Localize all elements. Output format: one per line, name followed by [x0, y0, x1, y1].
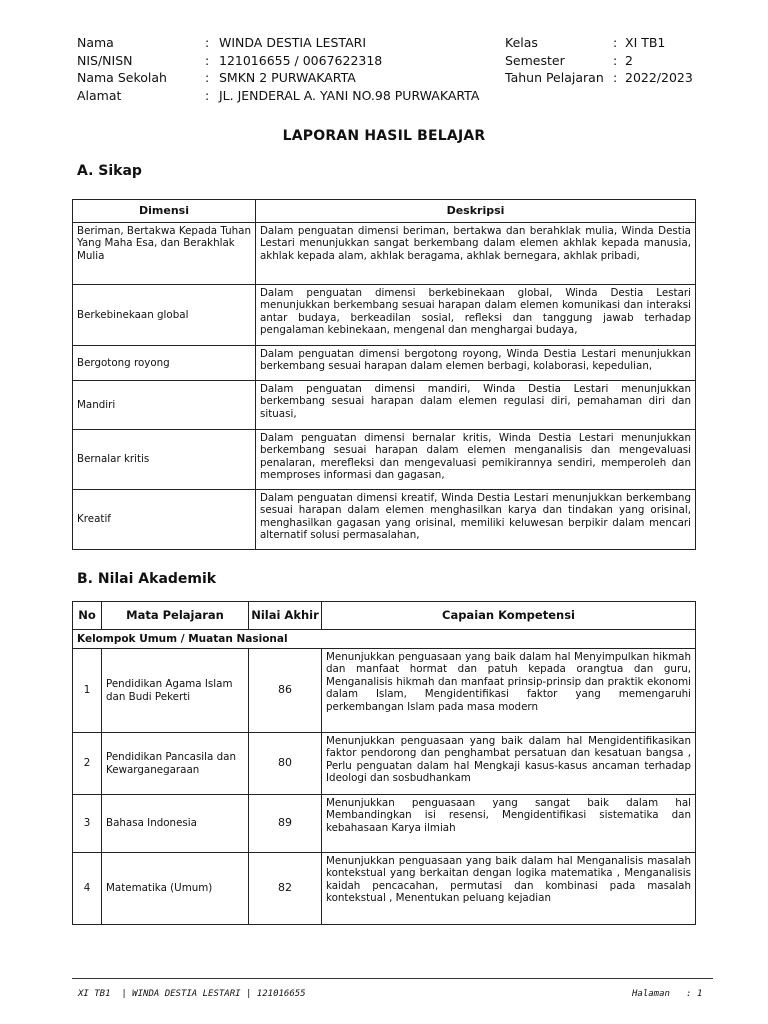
table-row [73, 381, 696, 430]
row-number: 4 [73, 853, 102, 925]
dimensi-cell: Bergotong royong [73, 346, 256, 381]
row-number: 2 [73, 733, 102, 795]
subject-name: Pendidikan Pancasila dan Kewarganegaraan [102, 733, 249, 795]
nama-value: WINDA DESTIA LESTARI [219, 35, 367, 50]
header-no: No [73, 602, 102, 630]
header-capaian-kompetensi: Capaian Kompetensi [322, 602, 696, 630]
student-info-left [77, 34, 479, 104]
table-row [73, 649, 696, 733]
competency-text: Menunjukkan penguasaan yang baik dalam hal Menganalisis masalah kontekstual yang berkaitan dengan logika matematika , Menganalisis kaidah pencacahan, permutasi dan kombinasi pada masalah kontekstual , Menentukan peluang kejadian [322, 853, 696, 925]
section-title-akademik: B. Nilai Akademik [77, 571, 217, 587]
footer-page-number: Halaman : 1 [632, 989, 703, 999]
separator: : [205, 52, 210, 68]
header-deskripsi: Deskripsi [256, 200, 696, 223]
info-row-tahun [505, 69, 693, 87]
deskripsi-cell: Dalam penguatan dimensi kreatif, Winda Destia Lestari menunjukkan berkembang sesuai harapan dalam elemen menghasilkan karya dan tindakan yang orisinal, menghasilkan gagasan yang orisinal, memiliki keluwesan berpikir dalam mencari alternatif solusi permasalahan, [256, 490, 696, 550]
final-score: 86 [249, 649, 322, 733]
subject-name: Bahasa Indonesia [102, 795, 249, 853]
info-row-nama [77, 34, 479, 52]
separator: : [205, 70, 210, 85]
group-row [73, 630, 696, 649]
sikap-header-row [73, 200, 696, 223]
nama-label: Nama [77, 35, 114, 50]
separator: : [205, 87, 210, 103]
deskripsi-cell: Dalam penguatan dimensi bernalar kritis, Winda Destia Lestari menunjukkan berkembang sesuai harapan dalam elemen menganalisis dan mengevaluasi penalaran, merefleksi dan mengevaluasi pemikirannya sendiri, memperoleh dan memproses informasi dan gagasan, [256, 430, 696, 490]
semester-label: Semester [505, 52, 565, 68]
deskripsi-cell: Dalam penguatan dimensi mandiri, Winda Destia Lestari menunjukkan berkembang sesuai harapan dalam elemen regulasi diri, pemahaman diri dan situasi, [256, 381, 696, 430]
group-label: Kelompok Umum / Muatan Nasional [73, 630, 696, 649]
tahun-value: 2022/2023 [625, 70, 693, 85]
info-row-semester [505, 52, 693, 70]
final-score: 80 [249, 733, 322, 795]
section-title-sikap: A. Sikap [77, 163, 142, 179]
final-score: 82 [249, 853, 322, 925]
subject-name: Matematika (Umum) [102, 853, 249, 925]
dimensi-cell: Bernalar kritis [73, 430, 256, 490]
row-number: 1 [73, 649, 102, 733]
tahun-label: Tahun Pelajaran [505, 70, 604, 85]
table-row [73, 853, 696, 925]
nilai-header-row [73, 602, 696, 630]
footer-identity: XI TB1 | WINDA DESTIA LESTARI | 121016655 [78, 989, 306, 999]
competency-text: Menunjukkan penguasaan yang sangat baik dalam hal Membandingkan isi resensi, Mengidentifikasi sistematika dan kebahasaan Karya ilmiah [322, 795, 696, 853]
dimensi-cell: Mandiri [73, 381, 256, 430]
info-row-kelas [505, 34, 693, 52]
table-row [73, 733, 696, 795]
sikap-table [72, 199, 696, 550]
separator: : [613, 52, 618, 68]
table-row [73, 346, 696, 381]
footer-divider [72, 978, 713, 979]
header-mata-pelajaran: Mata Pelajaran [102, 602, 249, 630]
info-row-sekolah [77, 69, 479, 87]
nilai-akademik-table [72, 601, 696, 925]
table-row [73, 490, 696, 550]
report-title: LAPORAN HASIL BELAJAR [282, 128, 486, 144]
kelas-label: Kelas [505, 35, 538, 50]
info-row-nisn [77, 52, 479, 70]
sekolah-label: Nama Sekolah [77, 70, 167, 85]
separator: : [613, 35, 618, 50]
nisn-label: NIS/NISN [77, 52, 133, 68]
header-dimensi: Dimensi [73, 200, 256, 223]
nisn-value: 121016655 / 0067622318 [219, 52, 383, 68]
semester-value: 2 [625, 52, 633, 68]
table-row [73, 795, 696, 853]
student-info-right [505, 34, 693, 87]
separator: : [613, 70, 618, 85]
table-row [73, 285, 696, 346]
deskripsi-cell: Dalam penguatan dimensi beriman, bertakwa dan berahklak mulia, Winda Destia Lestari menunjukkan sangat berkembang dalam elemen akhlak kepada manusia, akhlak kepada alam, akhlak beragama, akhlak bernegara, akhlak pribadi, [256, 223, 696, 285]
header-nilai-akhir: Nilai Akhir [249, 602, 322, 630]
subject-name: Pendidikan Agama Islam dan Budi Pekerti [102, 649, 249, 733]
dimensi-cell: Kreatif [73, 490, 256, 550]
dimensi-cell: Beriman, Bertakwa Kepada Tuhan Yang Maha Esa, dan Berakhlak Mulia [73, 223, 256, 285]
deskripsi-cell: Dalam penguatan dimensi bergotong royong, Winda Destia Lestari menunjukkan berkembang sesuai harapan dalam elemen berbagi, kolaborasi, kepedulian, [256, 346, 696, 381]
alamat-label: Alamat [77, 87, 122, 103]
info-row-alamat [77, 87, 479, 105]
table-row [73, 430, 696, 490]
final-score: 89 [249, 795, 322, 853]
separator: : [205, 35, 210, 50]
sekolah-value: SMKN 2 PURWAKARTA [219, 70, 356, 85]
row-number: 3 [73, 795, 102, 853]
kelas-value: XI TB1 [625, 35, 666, 50]
competency-text: Menunjukkan penguasaan yang baik dalam hal Menyimpulkan hikmah dan manfaat hormat dan patuh kepada orangtua dan guru, Menganalisis hikmah dan manfaat prinsip-prinsip dan praktik ekonomi dalam Islam, Mengidentifikasi faktor yang memengaruhi perkembangan Islam pada masa modern [322, 649, 696, 733]
dimensi-cell: Berkebinekaan global [73, 285, 256, 346]
table-row [73, 223, 696, 285]
deskripsi-cell: Dalam penguatan dimensi berkebinekaan global, Winda Destia Lestari menunjukkan berkembang sesuai harapan dalam elemen komunikasi dan interaksi antar budaya, berkeadilan sosial, refleksi dan tanggung jawab terhadap pengalaman kebinekaan, mengenal dan menghargai budaya, [256, 285, 696, 346]
competency-text: Menunjukkan penguasaan yang baik dalam hal Mengidentifikasikan faktor pendorong dan penghambat persatuan dan kesatuan bangsa , Perlu penguatan dalam hal Mengkaji kasus-kasus ancaman terhadap Ideologi dan sosbudhankam [322, 733, 696, 795]
alamat-value: JL. JENDERAL A. YANI NO.98 PURWAKARTA [219, 87, 480, 103]
